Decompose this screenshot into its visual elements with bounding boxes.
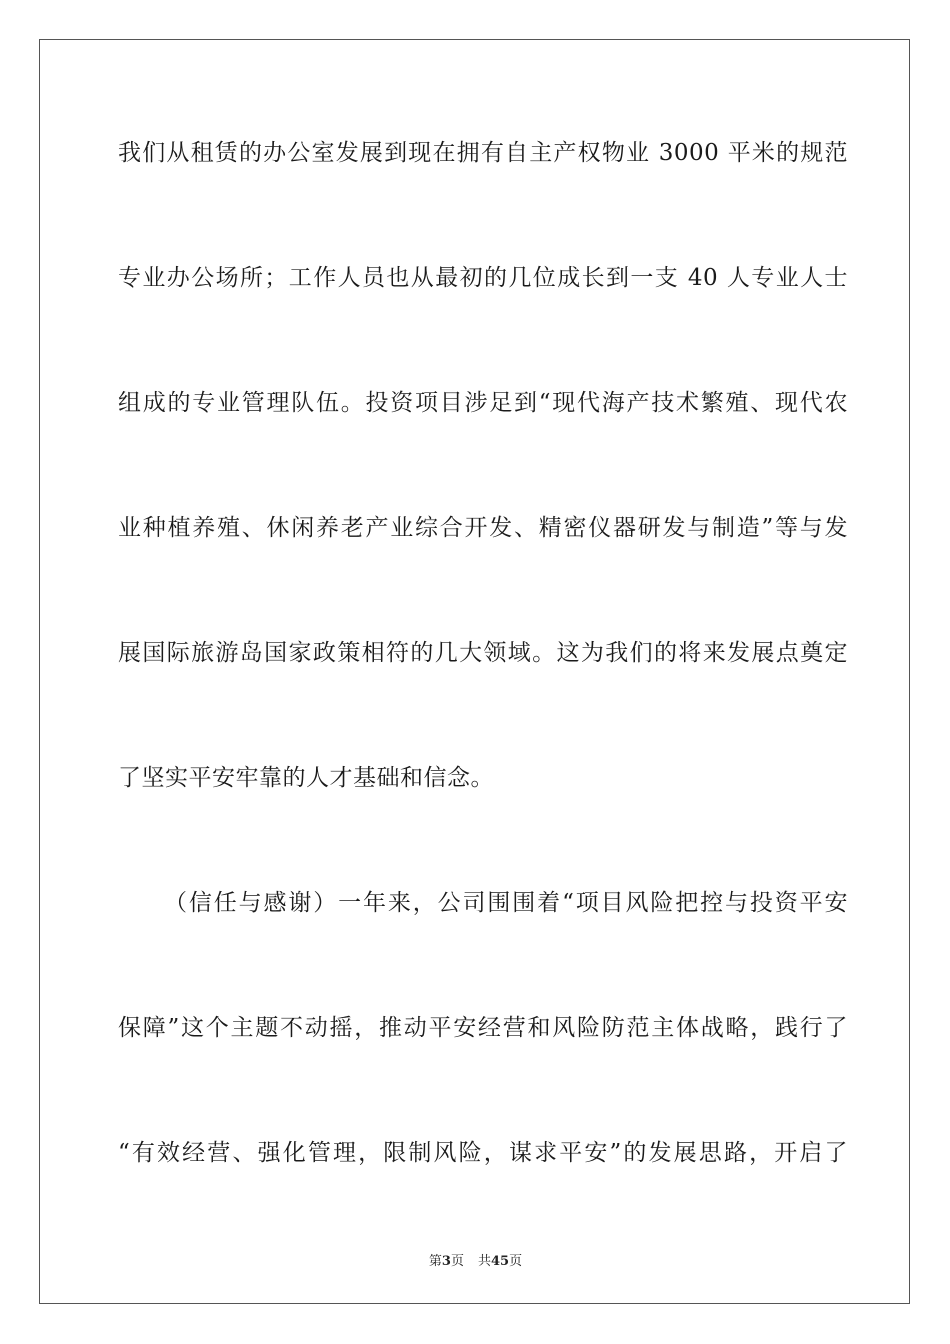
total-prefix: 共 [477, 1254, 491, 1269]
document-body [118, 136, 848, 1261]
paragraph-line: 展国际旅游岛国家政策相符的几大领域。这为我们的将来发展点奠定 [118, 640, 848, 666]
page-number: 3 [441, 1254, 451, 1269]
paragraph-line: 专业办公场所；工作人员也从最初的几位成长到一支 40 人专业人士 [118, 265, 848, 291]
paragraph-line-last: 了坚实平安牢靠的人才基础和信念。 [118, 765, 494, 791]
page-frame [39, 39, 910, 1304]
total-pages: 45 [490, 1254, 510, 1269]
page-prefix: 第 [428, 1254, 442, 1269]
paragraph-line: 保障”这个主题不动摇，推动平安经营和风险防范主体战略，践行了 [118, 1015, 848, 1041]
paragraph-line: “有效经营、强化管理，限制风险，谋求平安”的发展思路，开启了 [118, 1140, 848, 1166]
paragraph-line: 我们从租赁的办公室发展到现在拥有自主产权物业 3000 平米的规范 [118, 140, 848, 166]
paragraph-line: 组成的专业管理队伍。投资项目涉足到“现代海产技术繁殖、现代农 [118, 390, 848, 416]
paragraph-line-indented: （信任与感谢）一年来，公司围围着“项目风险把控与投资平安 [164, 890, 848, 916]
total-suffix: 页 [509, 1254, 523, 1269]
paragraph-line: 业种植养殖、休闲养老产业综合开发、精密仪器研发与制造”等与发 [118, 515, 848, 541]
page-suffix: 页 [450, 1254, 464, 1269]
page-footer [40, 1250, 911, 1269]
